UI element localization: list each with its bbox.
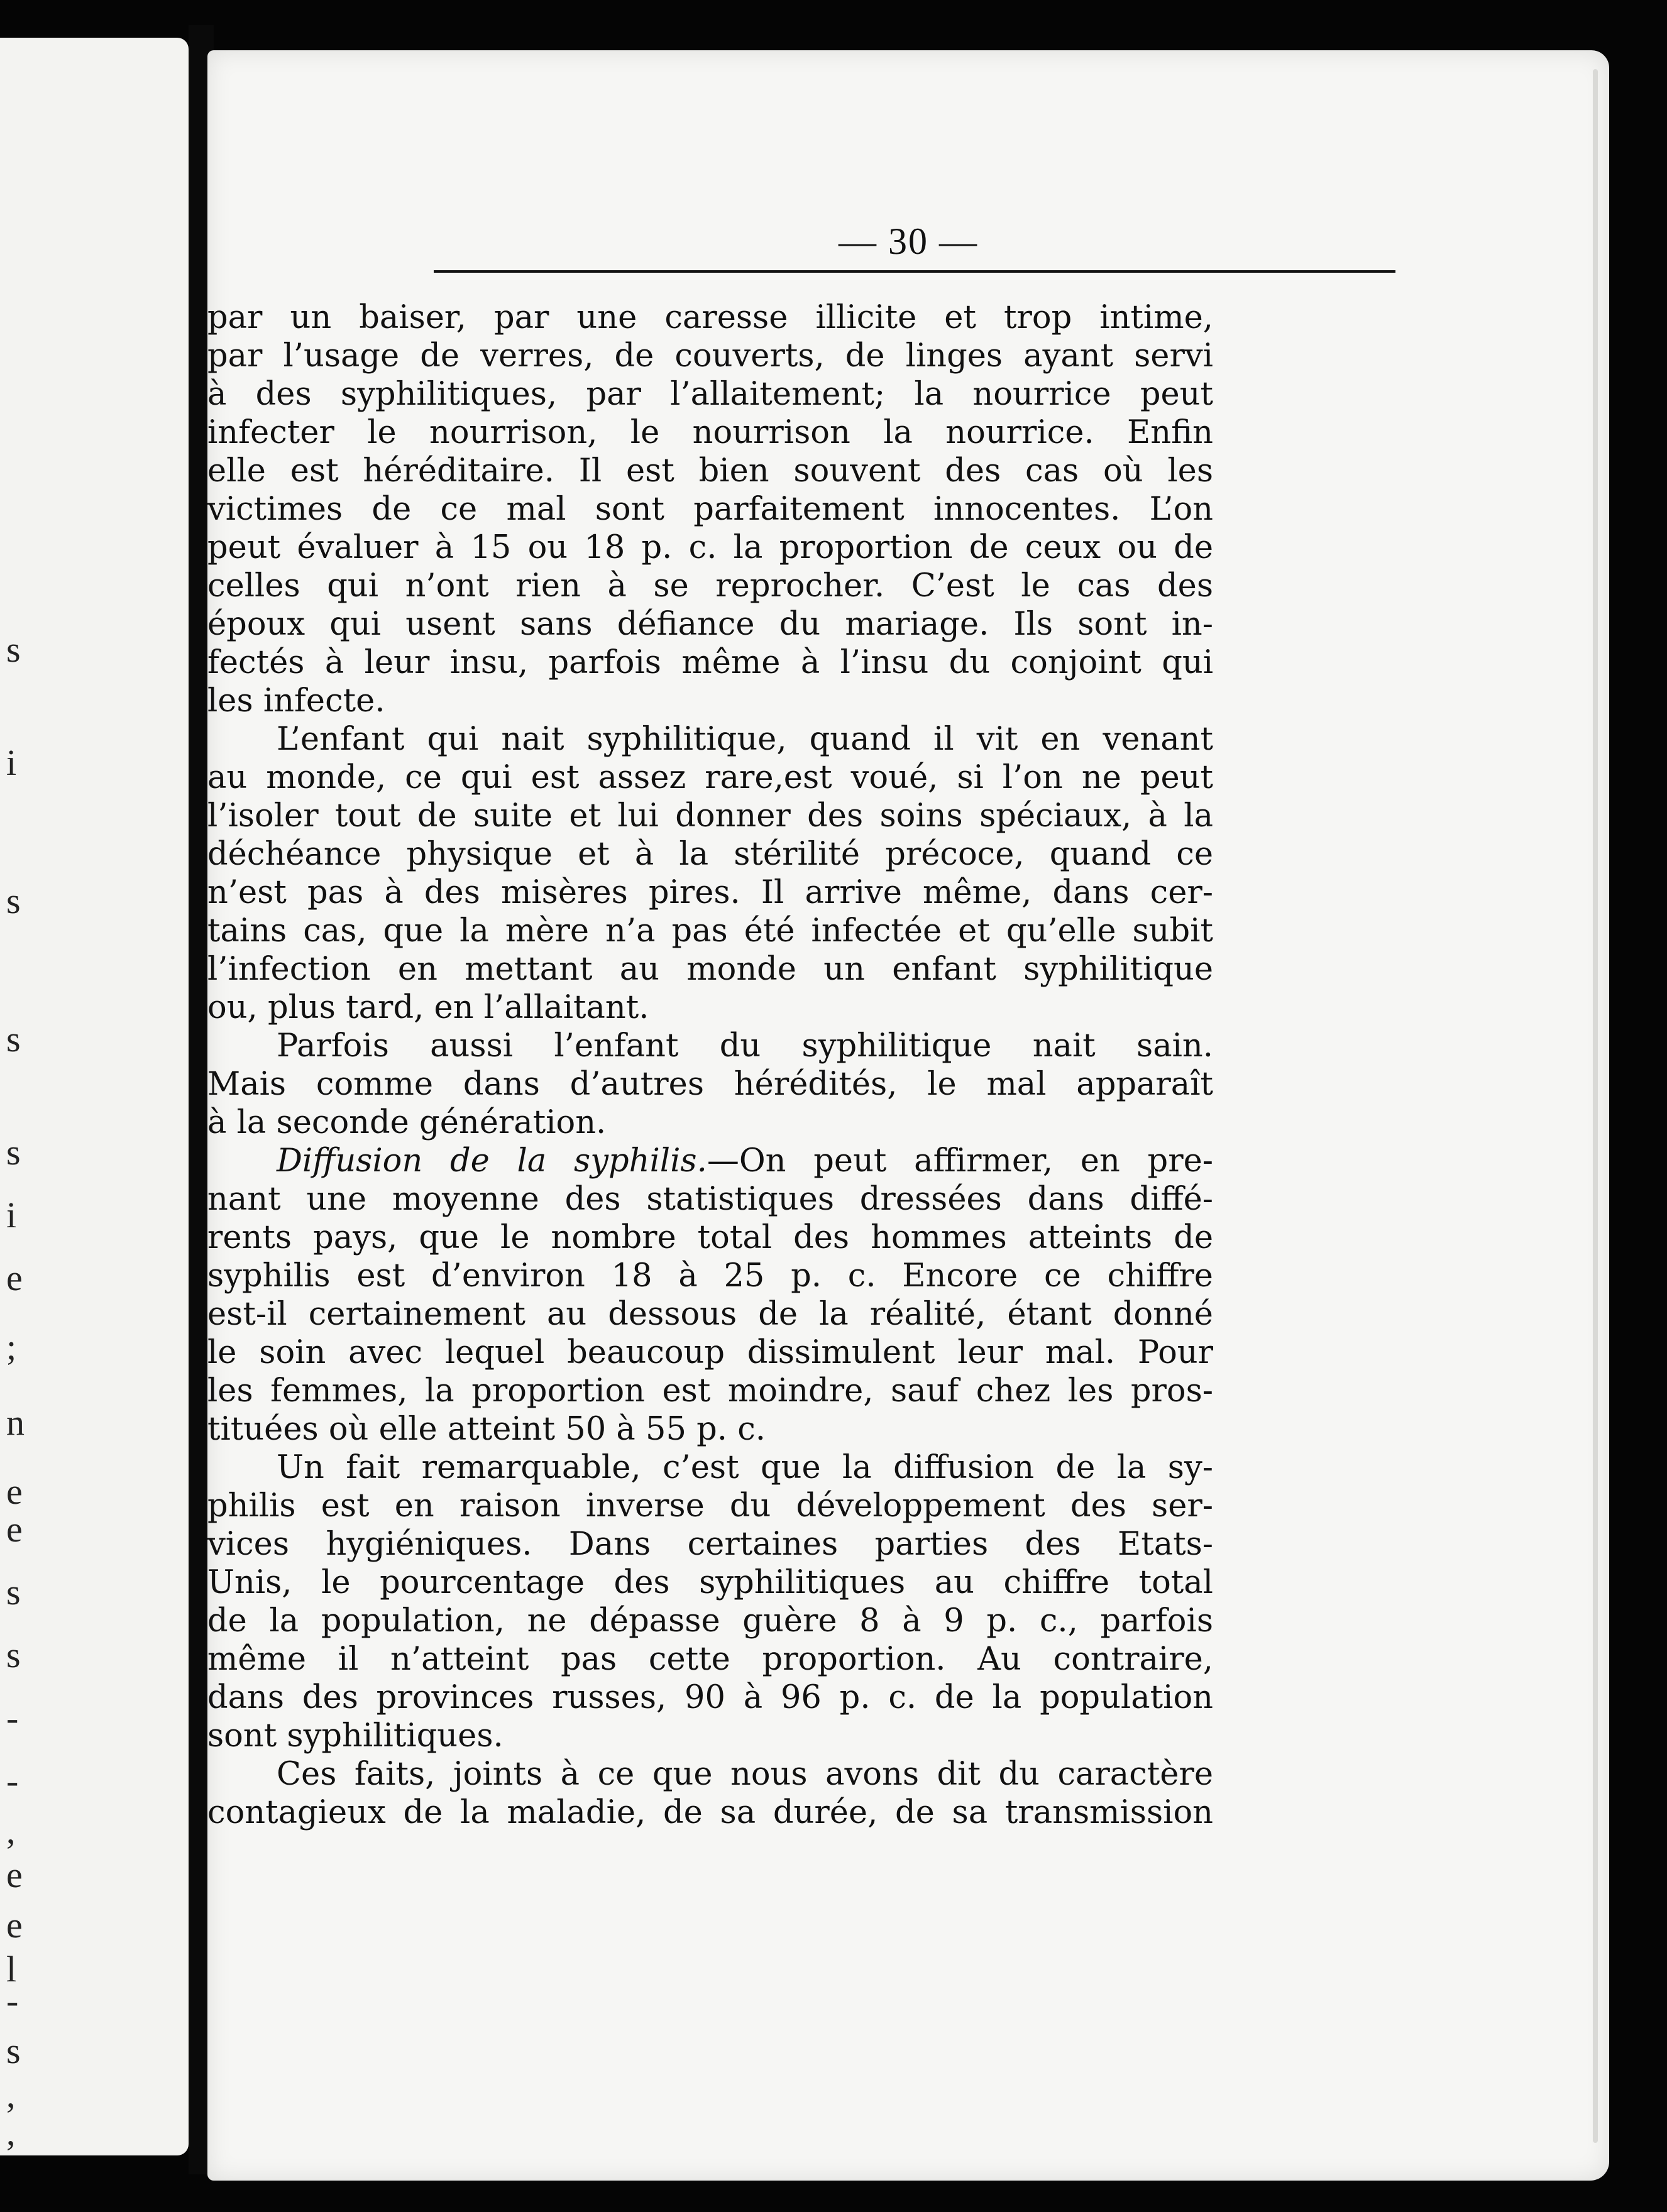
margin-fragment: s: [6, 1634, 21, 1675]
margin-fragment: e: [6, 1471, 23, 1512]
margin-fragment: s: [6, 1132, 21, 1173]
text-line: Unis, le pourcentage des syphilitiques au chiffre total: [207, 1564, 1213, 1601]
text-line: contagieux de la maladie, de sa durée, de sa transmission: [207, 1794, 1213, 1831]
margin-fragment: -: [6, 1760, 19, 1801]
text-line: n’est pas à des misères pires. Il arrive même, dans cer-: [207, 874, 1213, 911]
text-line: ou, plus tard, en l’allaitant.: [207, 989, 649, 1026]
margin-fragment: s: [6, 1019, 21, 1059]
text-line: philis est en raison inverse du développement des ser-: [207, 1487, 1213, 1525]
margin-fragment: ,: [6, 2112, 16, 2153]
text-line: celles qui n’ont rien à se reprocher. C’est le cas des: [207, 567, 1213, 605]
previous-page-margin-letters: [0, 38, 38, 2155]
text-line: nant une moyenne des statistiques dressées dans diffé-: [207, 1181, 1213, 1218]
text-line: même il n’atteint pas cette proportion. Au contraire,: [207, 1641, 1213, 1678]
text-line: l’infection en mettant au monde un enfant syphilitique: [207, 951, 1213, 988]
margin-fragment: l: [6, 1949, 17, 1990]
margin-fragment: s: [6, 2030, 21, 2071]
text-line: au monde, ce qui est assez rare,est voué, si l’on ne peut: [207, 759, 1213, 796]
margin-fragment: e: [6, 1854, 23, 1895]
margin-fragment: -: [6, 1697, 19, 1738]
text-line: les femmes, la proportion est moindre, sauf chez les pros-: [207, 1372, 1213, 1410]
text-line: Parfois aussi l’enfant du syphilitique nait sain.: [277, 1027, 1213, 1065]
text-line: le soin avec lequel beaucoup dissimulent leur mal. Pour: [207, 1334, 1213, 1371]
margin-fragment: e: [6, 1257, 23, 1298]
text-line: par l’usage de verres, de couverts, de linges ayant servi: [207, 337, 1213, 375]
margin-fragment: -: [6, 1980, 19, 2021]
text-line: de la population, ne dépasse guère 8 à 9 p. c., parfois: [207, 1602, 1213, 1640]
text-fragment: —On peut affirmer, en pre-: [707, 1142, 1213, 1180]
page-edge: [1593, 69, 1598, 2143]
section-heading: Diffusion de la syphilis.: [277, 1142, 707, 1180]
margin-fragment: e: [6, 1509, 23, 1550]
margin-fragment: i: [6, 1195, 17, 1235]
margin-fragment: ,: [6, 2074, 16, 2115]
text-line: fectés à leur insu, parfois même à l’insu du conjoint qui: [207, 644, 1213, 681]
text-line: déchéance physique et à la stérilité précoce, quand ce: [207, 836, 1213, 873]
text-line: époux qui usent sans défiance du mariage. Ils sont in-: [207, 606, 1213, 643]
text-line: par un baiser, par une caresse illicite et trop intime,: [207, 299, 1213, 336]
text-line: victimes de ce mal sont parfaitement innocentes. L’on: [207, 491, 1213, 528]
text-line: [207, 1142, 1213, 1180]
text-line: sont syphilitiques.: [207, 1717, 503, 1755]
text-line: Ces faits, joints à ce que nous avons dit du caractère: [277, 1756, 1213, 1793]
body-text: [207, 298, 1213, 1832]
text-line: à des syphilitiques, par l’allaitement; la nourrice peut: [207, 376, 1213, 413]
text-line: tains cas, que la mère n’a pas été infectée et qu’elle subit: [207, 912, 1213, 950]
text-line: syphilis est d’environ 18 à 25 p. c. Encore ce chiffre: [207, 1257, 1213, 1295]
text-line: Un fait remarquable, c’est que la diffusion de la sy-: [277, 1449, 1213, 1486]
text-line: peut évaluer à 15 ou 18 p. c. la proportion de ceux ou de: [207, 529, 1213, 566]
text-line: elle est héréditaire. Il est bien souvent des cas où les: [207, 452, 1213, 490]
text-line: rents pays, que le nombre total des hommes atteints de: [207, 1219, 1213, 1256]
margin-fragment: s: [6, 629, 21, 670]
text-line: infecter le nourrison, le nourrison la nourrice. Enfin: [207, 414, 1213, 451]
text-line: l’isoler tout de suite et lui donner des soins spéciaux, à la: [207, 797, 1213, 835]
text-line: vices hygiéniques. Dans certaines parties des Etats-: [207, 1526, 1213, 1563]
margin-fragment: ;: [6, 1327, 17, 1367]
margin-fragment: s: [6, 880, 21, 921]
margin-fragment: s: [6, 1572, 21, 1612]
text-line: à la seconde génération.: [207, 1104, 607, 1141]
margin-fragment: ,: [6, 1810, 16, 1851]
text-line: est-il certainement au dessous de la réalité, étant donné: [207, 1296, 1213, 1333]
text-line: les infecte.: [207, 682, 385, 720]
margin-fragment: e: [6, 1905, 23, 1946]
text-line: L’enfant qui nait syphilitique, quand il vit en venant: [277, 721, 1213, 758]
previous-page-sliver: [0, 38, 189, 2155]
text-line: tituées où elle atteint 50 à 55 p. c.: [207, 1411, 766, 1448]
margin-fragment: n: [6, 1402, 25, 1443]
margin-fragment: i: [6, 742, 17, 783]
page-number: — 30 —: [839, 221, 978, 262]
text-line: Mais comme dans d’autres hérédités, le mal apparaît: [207, 1066, 1213, 1103]
text-line: dans des provinces russes, 90 à 96 p. c. de la population: [207, 1679, 1213, 1716]
header-rule: [434, 270, 1395, 273]
